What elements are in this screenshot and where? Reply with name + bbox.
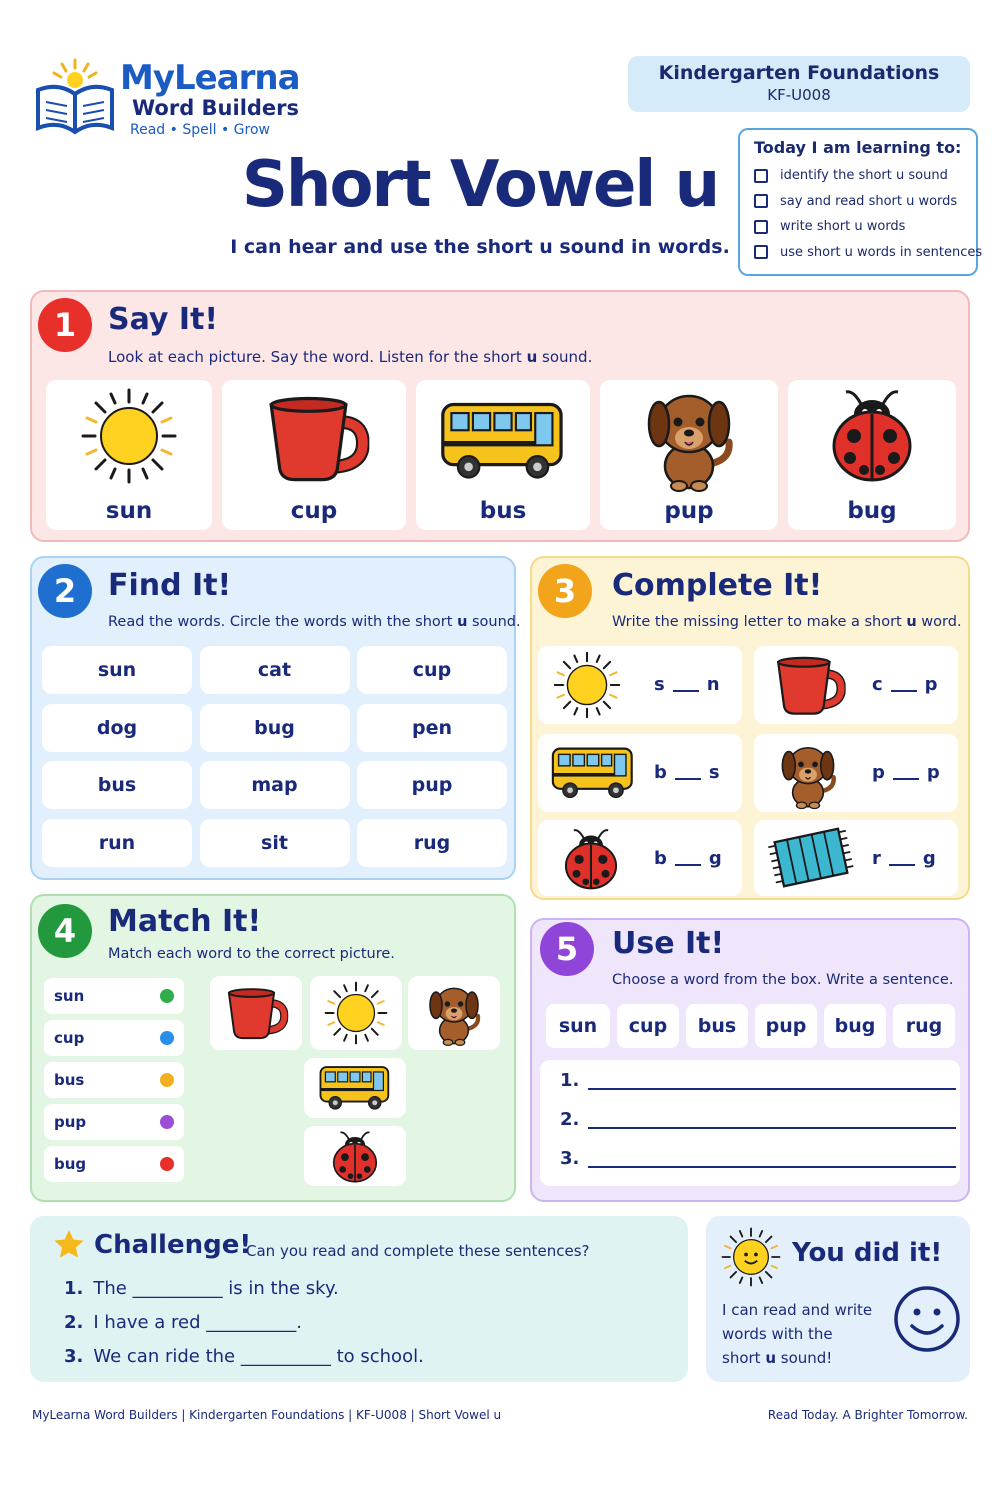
complete-card[interactable]: r g	[754, 820, 958, 896]
puppy-icon	[776, 738, 840, 810]
sun-icon	[323, 980, 389, 1046]
blank-line[interactable]	[891, 678, 917, 692]
bus-icon	[550, 744, 636, 802]
you-did-it-section	[706, 1216, 970, 1382]
sentence-line-3[interactable]: 3.	[560, 1148, 579, 1169]
star-icon	[52, 1228, 86, 1262]
word-tile[interactable]: cat	[200, 646, 350, 694]
smiley-face-icon	[892, 1284, 962, 1354]
smiling-sun-icon	[720, 1226, 782, 1288]
goal-item[interactable]: use short u words in sentences	[754, 240, 962, 266]
section-number: 1	[38, 298, 92, 352]
section-number: 3	[538, 564, 592, 618]
match-word[interactable]: pup	[44, 1104, 184, 1140]
challenge-sentence: 1. The __________ is in the sky.	[64, 1278, 339, 1299]
match-dot[interactable]	[160, 1157, 174, 1171]
word-tile[interactable]: bug	[200, 704, 350, 752]
sentence-lines	[540, 1060, 960, 1186]
word-bank-chip[interactable]: sun	[546, 1004, 610, 1048]
ladybug-icon	[822, 384, 922, 484]
cup-icon	[223, 984, 289, 1042]
section-title: Match It!	[108, 904, 262, 939]
complete-card[interactable]: s n	[538, 646, 742, 724]
page-subtitle: I can hear and use the short u sound in words.	[230, 236, 730, 258]
ladybug-icon	[327, 1128, 383, 1184]
sun-icon	[79, 386, 179, 486]
word-bank-chip[interactable]: bus	[686, 1004, 748, 1048]
brand-product: Word Builders	[132, 96, 300, 120]
sentence-line-2[interactable]: 2.	[560, 1109, 579, 1130]
word-tile[interactable]: pen	[357, 704, 507, 752]
picture-card-bug	[788, 380, 956, 530]
section-title: Say It!	[108, 302, 219, 337]
challenge-sentence: 2. I have a red __________.	[64, 1312, 302, 1333]
picture-card-pup	[600, 380, 778, 530]
puppy-icon	[639, 382, 739, 492]
section-instruction: Choose a word from the box. Write a sentence.	[612, 972, 954, 988]
done-title: You did it!	[792, 1238, 943, 1268]
learning-goals	[738, 128, 983, 276]
complete-card[interactable]: b s	[538, 734, 742, 812]
footer-left: MyLearna Word Builders | Kindergarten Foundations | KF-U008 | Short Vowel u	[32, 1408, 502, 1422]
match-it-section	[30, 894, 516, 1202]
open-book-icon	[32, 58, 118, 138]
match-picture-cup[interactable]	[210, 976, 302, 1050]
use-it-section	[530, 918, 970, 1202]
match-dot[interactable]	[160, 1031, 174, 1045]
challenge-sentence: 3. We can ride the __________ to school.	[64, 1346, 424, 1367]
brand-tagline: Read • Spell • Grow	[130, 122, 270, 138]
picture-word: bus	[479, 498, 527, 524]
match-dot[interactable]	[160, 989, 174, 1003]
word-tile[interactable]: rug	[357, 819, 507, 867]
word-tile[interactable]: map	[200, 761, 350, 809]
checkbox[interactable]	[754, 220, 768, 234]
section-instruction: Match each word to the correct picture.	[108, 946, 395, 962]
section-title: Find It!	[108, 568, 232, 603]
picture-word: sun	[105, 498, 153, 524]
find-it-section	[30, 556, 521, 880]
sun-icon	[552, 650, 622, 720]
brand-name: MyLearna	[120, 58, 300, 98]
match-dot[interactable]	[160, 1115, 174, 1129]
challenge-title: Challenge!	[94, 1230, 252, 1260]
match-picture-sun[interactable]	[310, 976, 402, 1050]
course-badge	[628, 56, 970, 112]
section-instruction: Read the words. Circle the words with the short u sound.	[108, 614, 521, 630]
complete-card[interactable]: c p	[754, 646, 958, 724]
match-picture-bus[interactable]	[304, 1058, 406, 1118]
picture-card-bus	[416, 380, 590, 530]
cup-icon	[772, 652, 846, 718]
section-instruction: Write the missing letter to make a short u word.	[612, 614, 962, 630]
complete-card[interactable]: b g	[538, 820, 742, 896]
goals-heading: Today I am learning to:	[754, 138, 962, 157]
complete-card[interactable]: p p	[754, 734, 958, 812]
word-bank-chip[interactable]: cup	[617, 1004, 679, 1048]
blank-line[interactable]	[675, 852, 701, 866]
footer-right: Read Today. A Brighter Tomorrow.	[767, 1408, 968, 1422]
picture-word: pup	[664, 498, 714, 524]
word-tile[interactable]: pup	[357, 761, 507, 809]
section-number: 5	[540, 922, 594, 976]
word-tile[interactable]: cup	[357, 646, 507, 694]
blank-line[interactable]	[889, 852, 915, 866]
say-it-section	[30, 290, 970, 542]
cup-icon	[258, 390, 374, 486]
match-word[interactable]: cup	[44, 1020, 184, 1056]
challenge-prompt: Can you read and complete these sentences?	[246, 1242, 590, 1260]
goal-item[interactable]: write short u words	[754, 214, 962, 240]
match-picture-pup[interactable]	[408, 976, 500, 1050]
bus-icon	[438, 398, 568, 484]
word-bank-chip[interactable]: pup	[755, 1004, 817, 1048]
match-dot[interactable]	[160, 1073, 174, 1087]
bus-icon	[318, 1063, 392, 1113]
ladybug-icon	[558, 825, 624, 891]
word-tile[interactable]: dog	[42, 704, 192, 752]
section-number: 2	[38, 564, 92, 618]
picture-card-sun	[46, 380, 212, 530]
goal-item[interactable]: say and read short u words	[754, 189, 962, 215]
puppy-icon	[424, 980, 484, 1046]
course-title: Kindergarten Foundations	[658, 62, 940, 84]
page-title: Short Vowel u	[241, 148, 719, 222]
blank-line[interactable]	[675, 766, 701, 780]
word-bank-chip[interactable]: bug	[824, 1004, 886, 1048]
checkbox[interactable]	[754, 169, 768, 183]
checkbox[interactable]	[754, 245, 768, 259]
section-instruction: Look at each picture. Say the word. Listen for the short u sound.	[108, 348, 593, 366]
done-message: I can read and write words with the short u sound!	[722, 1301, 873, 1367]
match-word[interactable]: sun	[44, 978, 184, 1014]
course-code: KF-U008	[767, 86, 831, 104]
match-word[interactable]: bus	[44, 1062, 184, 1098]
match-word[interactable]: bug	[44, 1146, 184, 1182]
blank-line[interactable]	[673, 678, 699, 692]
match-picture-bug[interactable]	[304, 1126, 406, 1186]
checkbox[interactable]	[754, 194, 768, 208]
section-title: Complete It!	[612, 568, 823, 603]
picture-word: cup	[290, 498, 338, 524]
section-title: Use It!	[612, 926, 725, 961]
blank-line[interactable]	[893, 766, 919, 780]
rug-icon	[766, 826, 856, 889]
brand-logo	[32, 58, 332, 142]
word-tile[interactable]: bus	[42, 761, 192, 809]
challenge-section	[30, 1216, 688, 1382]
word-tile[interactable]: sun	[42, 646, 192, 694]
word-tile[interactable]: run	[42, 819, 192, 867]
word-bank-chip[interactable]: rug	[893, 1004, 955, 1048]
picture-card-cup	[222, 380, 406, 530]
picture-word: bug	[847, 498, 897, 524]
section-number: 4	[38, 904, 92, 958]
goal-item[interactable]: identify the short u sound	[754, 163, 962, 189]
word-tile[interactable]: sit	[200, 819, 350, 867]
sentence-line-1[interactable]: 1.	[560, 1070, 579, 1091]
complete-it-section	[530, 556, 970, 900]
